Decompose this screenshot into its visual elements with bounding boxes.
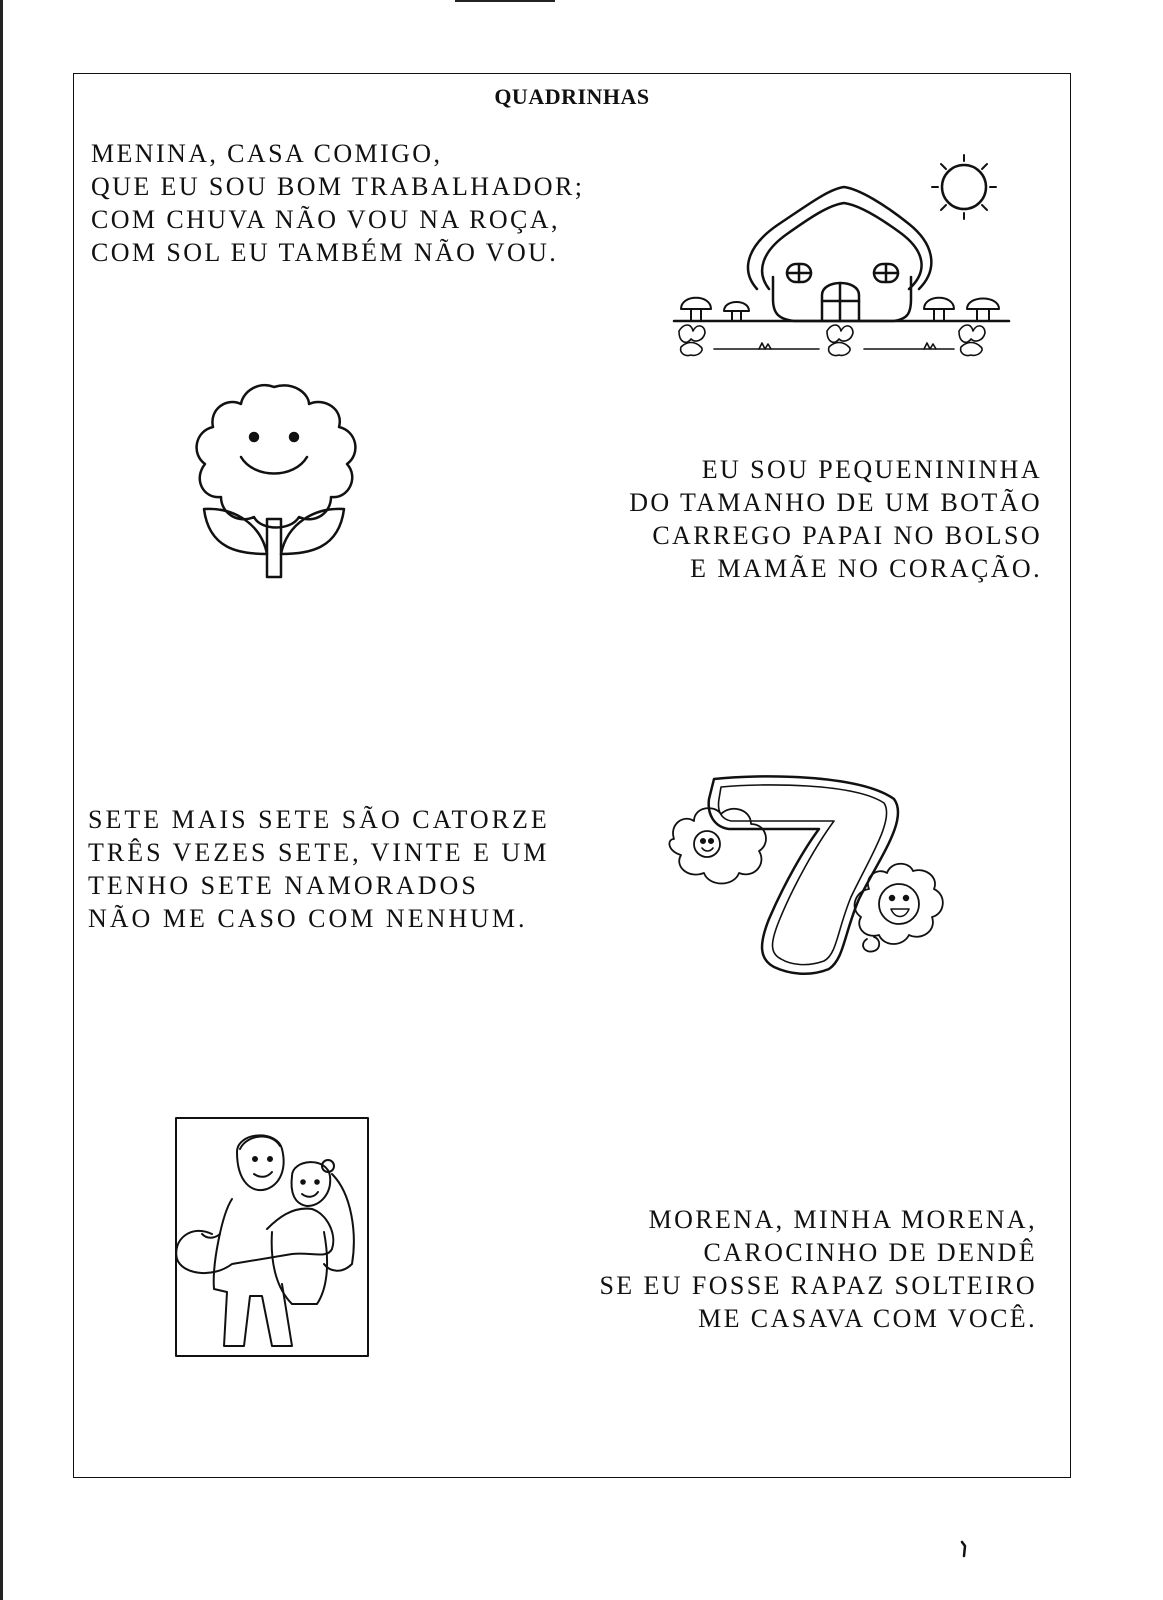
verse-line: TENHO SETE NAMORADOS xyxy=(88,871,479,900)
verse-1 xyxy=(91,137,584,269)
scan-edge-line xyxy=(0,0,3,1600)
verse-line: SE EU FOSSE RAPAZ SOLTEIRO xyxy=(599,1271,1037,1300)
verse-line: DO TAMANHO DE UM BOTÃO xyxy=(629,488,1042,517)
verse-line: COM CHUVA NÃO VOU NA ROÇA, xyxy=(91,205,560,234)
verse-line: QUE EU SOU BOM TRABALHADOR; xyxy=(91,172,585,201)
verse-line: E MAMÃE NO CORAÇÃO. xyxy=(690,554,1042,583)
stray-ink-mark xyxy=(960,1540,968,1560)
verse-2 xyxy=(629,453,1042,585)
worksheet-frame xyxy=(73,73,1071,1478)
verse-line: NÃO ME CASO COM NENHUM. xyxy=(88,904,528,933)
verse-line: MORENA, MINHA MORENA, xyxy=(648,1205,1037,1234)
verse-line: MENINA, CASA COMIGO, xyxy=(91,139,443,168)
number-seven-with-faces-icon xyxy=(659,769,954,979)
smiling-flower-icon xyxy=(169,379,379,579)
verse-line: COM SOL EU TAMBÉM NÃO VOU. xyxy=(91,238,559,267)
verse-line: SETE MAIS SETE SÃO CATORZE xyxy=(88,805,550,834)
verse-line: EU SOU PEQUENININHA xyxy=(701,455,1042,484)
scan-top-mark xyxy=(455,0,555,2)
page-title: QUADRINHAS xyxy=(494,84,650,109)
house-with-sun-icon xyxy=(669,149,1014,359)
groom-carrying-bride-icon xyxy=(152,1114,377,1364)
verse-line: CARREGO PAPAI NO BOLSO xyxy=(652,521,1042,550)
verse-4 xyxy=(599,1203,1037,1335)
verse-line: TRÊS VEZES SETE, VINTE E UM xyxy=(88,838,550,867)
verse-line: CAROCINHO DE DENDÊ xyxy=(703,1238,1037,1267)
verse-3 xyxy=(88,803,550,935)
verse-line: ME CASAVA COM VOCÊ. xyxy=(698,1304,1037,1333)
